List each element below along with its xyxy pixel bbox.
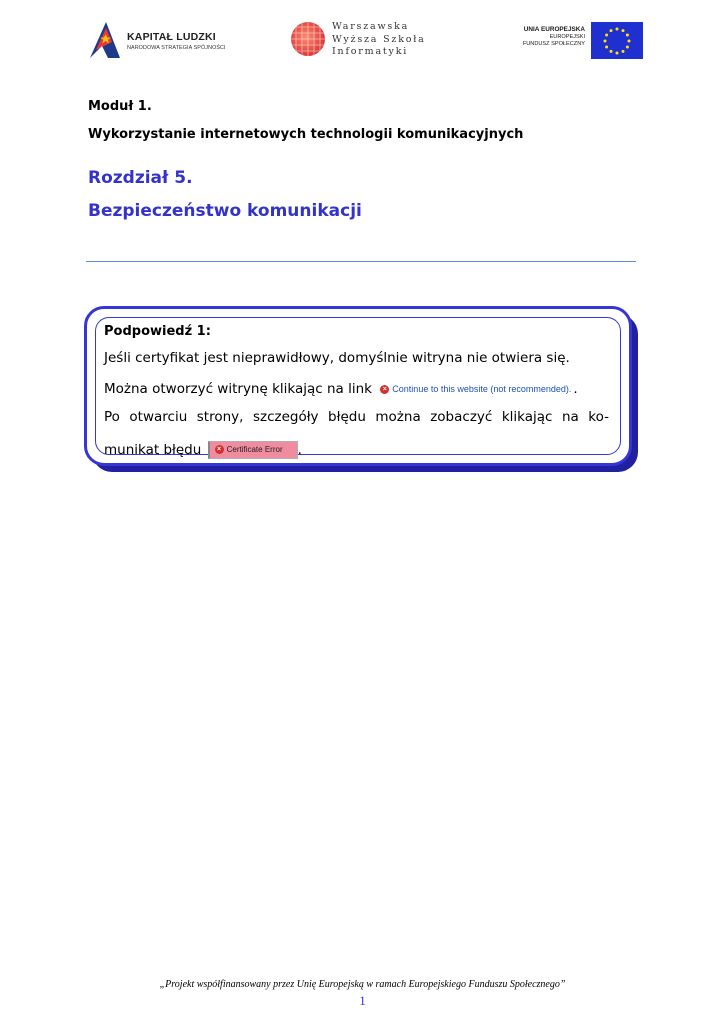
- chapter-title: Bezpieczeństwo komunikacji: [88, 201, 362, 221]
- hint-line-2-text: Można otworzyć witrynę klikając na link: [104, 381, 372, 397]
- hint-line-1: Jeśli certyfikat jest nieprawidłowy, domyślnie witryna nie otwiera się.: [104, 350, 570, 366]
- hint-line-4: [104, 441, 302, 459]
- wsi-logo: [290, 19, 430, 63]
- kapital-ludzki-title: KAPITAŁ LUDZKI: [127, 31, 216, 43]
- certificate-error-text: Certificate Error: [226, 445, 283, 454]
- eu-flag-icon: [591, 22, 643, 59]
- eu-line-2: EUROPEJSKI: [549, 33, 585, 40]
- module-label: Moduł 1.: [88, 99, 152, 114]
- continue-link-text: Continue to this website (not recommended).: [392, 383, 572, 394]
- kapital-ludzki-subtitle: NARODOWA STRATEGIA SPÓJNOŚCI: [127, 45, 226, 51]
- footer-note: „Projekt współfinansowany przez Unię Europejską w ramach Europejskiego Funduszu Społecznego”: [159, 979, 566, 990]
- shield-error-icon: ×: [215, 445, 224, 454]
- hint-line-3: Po otwarciu strony, szczegóły błędu można zobaczyć klikając na ko-: [104, 409, 609, 425]
- hint-line-2-period: .: [573, 381, 578, 397]
- wsi-line-1: Warszawska: [332, 21, 410, 32]
- shield-error-icon: ×: [380, 385, 389, 394]
- kapital-ludzki-logo: [88, 20, 248, 64]
- page-number: 1: [359, 993, 366, 1008]
- divider: [86, 261, 636, 262]
- hint-line-4-text: munikat błędu: [104, 442, 202, 458]
- certificate-error-button[interactable]: [208, 441, 298, 459]
- wsi-emblem: [290, 21, 326, 57]
- header-logos: [0, 14, 725, 64]
- eu-logo: [500, 18, 645, 62]
- hint-line-4-period: .: [297, 442, 302, 458]
- hint-line-2: [104, 381, 578, 397]
- eu-line-3: FUNDUSZ SPOŁECZNY: [522, 41, 585, 48]
- wsi-line-3: Informatyki: [332, 46, 409, 57]
- continue-link[interactable]: [380, 384, 571, 394]
- chapter-label: Rozdział 5.: [88, 168, 193, 188]
- eu-line-1: UNIA EUROPEJSKA: [523, 26, 585, 33]
- module-title: Wykorzystanie internetowych technologii komunikacyjnych: [88, 127, 524, 142]
- kapital-ludzki-emblem: [88, 20, 122, 60]
- wsi-line-2: Wyższa Szkoła: [332, 33, 426, 45]
- hint-title: Podpowiedź 1:: [104, 324, 211, 339]
